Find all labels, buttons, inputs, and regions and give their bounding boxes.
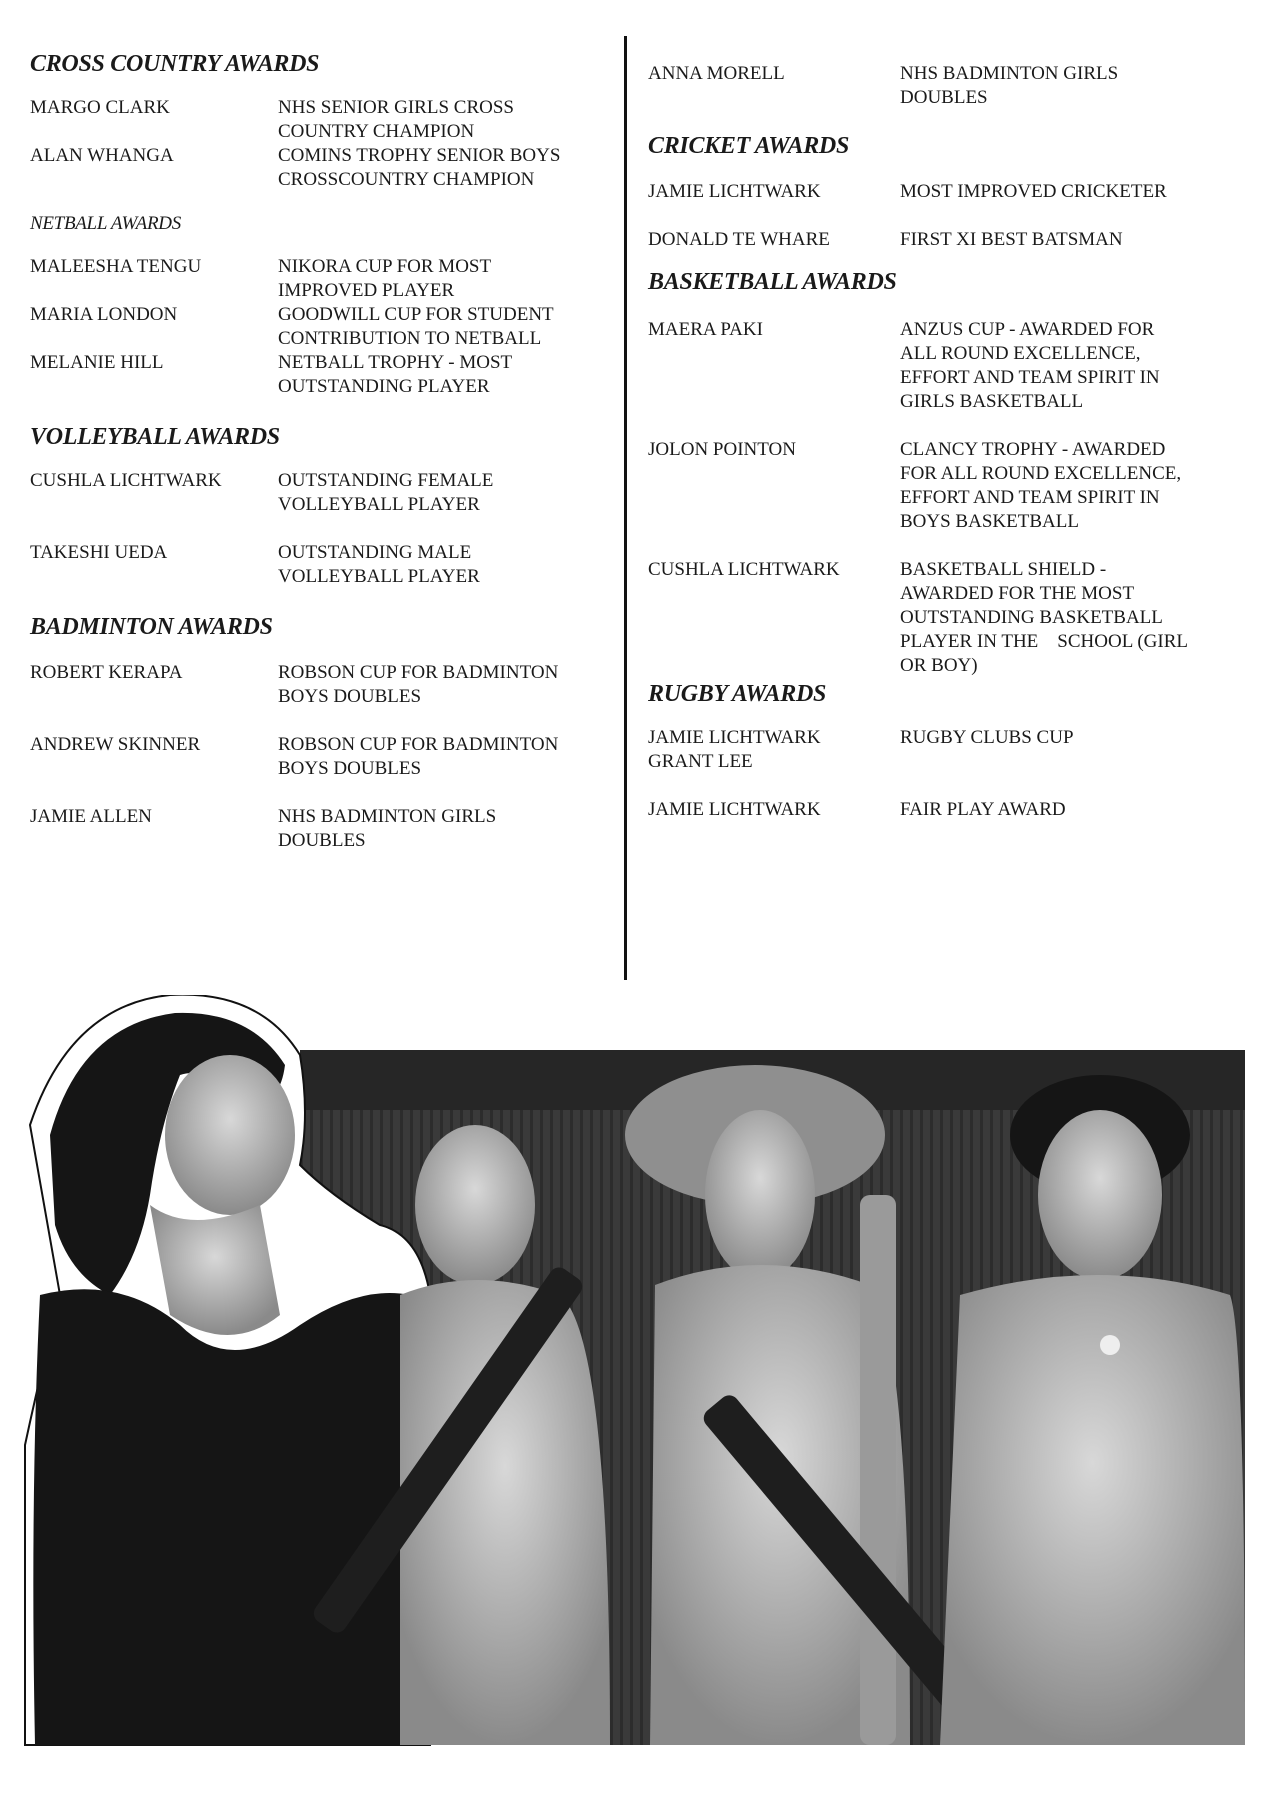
award-entry	[30, 541, 590, 589]
section-heading-badminton: BADMINTON AWARDS	[30, 614, 273, 640]
award-text: COUNTRY CHAMPION	[278, 121, 475, 142]
award-text: OUTSTANDING PLAYER	[278, 376, 490, 397]
section-heading-cricket: CRICKET AWARDS	[648, 133, 850, 159]
award-text: EFFORT AND TEAM SPIRIT IN	[900, 367, 1160, 388]
column-divider	[624, 36, 627, 980]
award-entry	[648, 180, 1218, 204]
award-text: ALL ROUND EXCELLENCE,	[900, 343, 1141, 364]
award-text: NHS BADMINTON GIRLS	[278, 806, 497, 827]
award-text: GOODWILL CUP FOR STUDENT	[278, 304, 554, 325]
award-entry	[30, 805, 590, 853]
award-text: FOR ALL ROUND EXCELLENCE,	[900, 463, 1182, 484]
left-awards-column	[30, 52, 590, 853]
section-heading-volleyball: VOLLEYBALL AWARDS	[30, 424, 280, 450]
award-text: CROSSCOUNTRY CHAMPION	[278, 169, 535, 190]
award-entry	[648, 558, 1218, 678]
award-text: BOYS DOUBLES	[278, 686, 422, 707]
recipient-name: ROBERT KERAPA	[30, 662, 183, 683]
award-text: ROBSON CUP FOR BADMINTON	[278, 734, 559, 755]
award-text: OUTSTANDING MALE	[278, 542, 472, 563]
section-heading-netball: NETBALL AWARDS	[30, 213, 181, 234]
section-heading-basketball: BASKETBALL AWARDS	[648, 269, 897, 295]
award-text: VOLLEYBALL PLAYER	[278, 566, 480, 587]
recipient-name: MALEESHA TENGU	[30, 256, 202, 277]
award-text: OUTSTANDING BASKETBALL	[900, 607, 1163, 628]
award-text: GIRLS BASKETBALL	[900, 391, 1084, 412]
award-entry	[30, 96, 590, 144]
recipient-name: MELANIE HILL	[30, 352, 164, 373]
award-text: PLAYER IN THE SCHOOL (GIRL	[900, 631, 1188, 652]
award-entry	[648, 438, 1218, 534]
award-entry	[648, 798, 1218, 822]
award-text: EFFORT AND TEAM SPIRIT IN	[900, 487, 1160, 508]
man-2-head	[705, 1110, 815, 1280]
award-text: FIRST XI BEST BATSMAN	[900, 229, 1123, 250]
award-text: NHS BADMINTON GIRLS	[900, 63, 1119, 84]
man-1-head	[415, 1125, 535, 1285]
section-heading-cross-country: CROSS COUNTRY AWARDS	[30, 51, 320, 77]
recipient-name: CUSHLA LICHTWARK	[648, 559, 840, 580]
award-text: IMPROVED PLAYER	[278, 280, 455, 301]
award-text: CLANCY TROPHY - AWARDED	[900, 439, 1166, 460]
award-text: DOUBLES	[278, 830, 366, 851]
award-text: CONTRIBUTION TO NETBALL	[278, 328, 542, 349]
photo-illustration	[0, 995, 1272, 1800]
award-entry	[648, 62, 1218, 110]
award-text: BASKETBALL SHIELD -	[900, 559, 1107, 580]
woman-dress	[33, 1289, 430, 1745]
recipient-name: ANNA MORELL	[648, 63, 785, 84]
award-entry	[30, 303, 590, 351]
group-photo	[0, 995, 1272, 1800]
recipient-name: MARIA LONDON	[30, 304, 178, 325]
section-heading-rugby: RUGBY AWARDS	[648, 681, 827, 707]
recipient-name: JAMIE LICHTWARK	[648, 181, 821, 202]
woman-face	[165, 1055, 295, 1215]
award-text: VOLLEYBALL PLAYER	[278, 494, 480, 515]
recipient-name: MAERA PAKI	[648, 319, 763, 340]
award-text: ROBSON CUP FOR BADMINTON	[278, 662, 559, 683]
award-entry	[30, 733, 590, 781]
man-3-head	[1038, 1110, 1162, 1280]
recipient-name: ANDREW SKINNER	[30, 734, 201, 755]
recipient-name: MARGO CLARK	[30, 97, 170, 118]
award-text: BOYS BASKETBALL	[900, 511, 1079, 532]
recipient-name: JAMIE LICHTWARK	[648, 799, 821, 820]
award-text: RUGBY CLUBS CUP	[900, 727, 1074, 748]
recipient-name: CUSHLA LICHTWARK	[30, 470, 222, 491]
recipient-name: GRANT LEE	[648, 751, 753, 772]
recipient-name: DONALD TE WHARE	[648, 229, 830, 250]
award-text: OUTSTANDING FEMALE	[278, 470, 494, 491]
recipient-name: ALAN WHANGA	[30, 145, 174, 166]
right-awards-column	[648, 52, 1218, 822]
award-text: NIKORA CUP FOR MOST	[278, 256, 492, 277]
award-entry	[30, 351, 590, 399]
pendant	[1100, 1335, 1120, 1355]
award-entry	[648, 318, 1218, 414]
award-entry	[30, 144, 590, 192]
award-text: DOUBLES	[900, 87, 988, 108]
man-2-paddle	[860, 1195, 896, 1745]
recipient-name: JAMIE ALLEN	[30, 806, 152, 827]
award-entry	[30, 661, 590, 709]
award-text: ANZUS CUP - AWARDED FOR	[900, 319, 1155, 340]
man-3-body	[940, 1275, 1245, 1745]
award-entry	[648, 726, 1218, 774]
award-text: AWARDED FOR THE MOST	[900, 583, 1135, 604]
award-text: NETBALL TROPHY - MOST	[278, 352, 513, 373]
award-entry	[30, 469, 590, 517]
recipient-name: JAMIE LICHTWARK	[648, 727, 821, 748]
award-entry	[30, 255, 590, 303]
award-entry	[648, 228, 1218, 252]
award-text: NHS SENIOR GIRLS CROSS	[278, 97, 514, 118]
award-text: MOST IMPROVED CRICKETER	[900, 181, 1167, 202]
award-text: FAIR PLAY AWARD	[900, 799, 1066, 820]
award-text: COMINS TROPHY SENIOR BOYS	[278, 145, 561, 166]
award-text: OR BOY)	[900, 655, 978, 676]
award-text: BOYS DOUBLES	[278, 758, 422, 779]
recipient-name: JOLON POINTON	[648, 439, 796, 460]
recipient-name: TAKESHI UEDA	[30, 542, 168, 563]
